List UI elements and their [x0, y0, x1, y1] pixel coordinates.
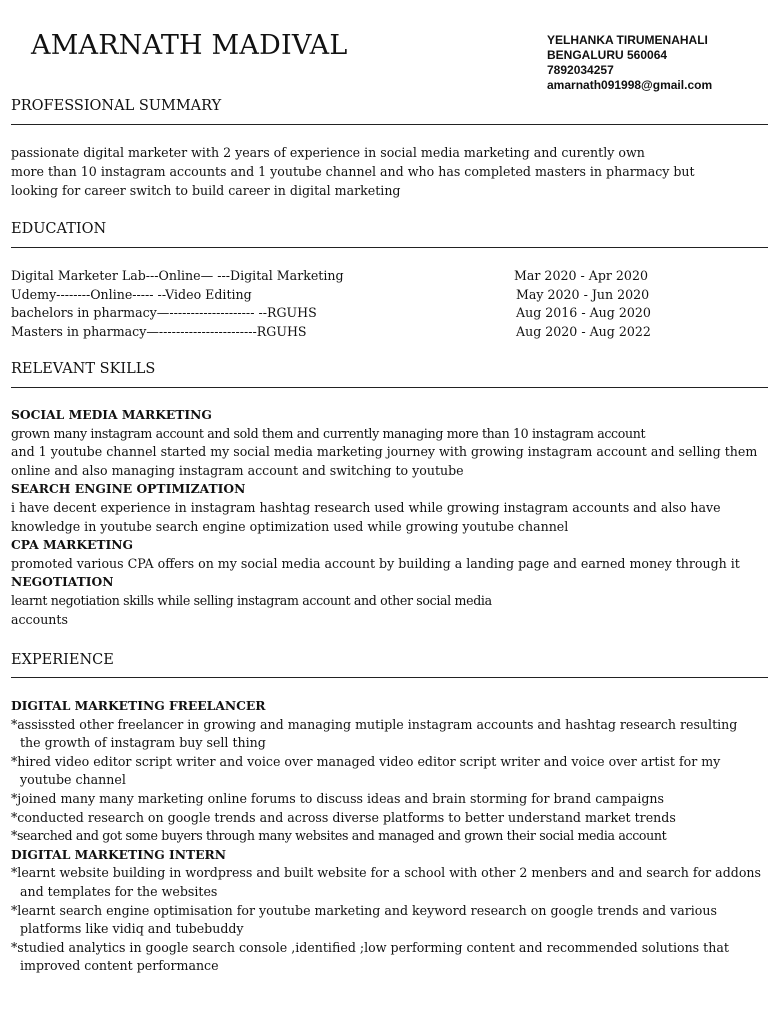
bullet-line: *searched and got some buyers through many websites and managed and grown their social media account	[11, 828, 667, 844]
skill-title: NEGOTIATION	[11, 574, 114, 590]
role-title: DIGITAL MARKETING FREELANCER	[11, 698, 266, 713]
education-course: Udemy--------Online----- --Video Editing	[11, 286, 252, 302]
education-date: Mar 2020 - Apr 2020	[514, 268, 648, 283]
skills-heading: RELEVANT SKILLS	[11, 361, 156, 377]
skill-line: i have decent experience in instagram hashtag research used while growing instagram accounts and also have	[11, 499, 721, 515]
experience-bullet	[11, 864, 761, 901]
skill-line: grown many instagram account and sold them and currently managing more than 10 instagram account	[11, 425, 646, 441]
summary-line: passionate digital marketer with 2 years of experience in social media marketing and curently own	[11, 145, 645, 160]
skill-title: SOCIAL MEDIA MARKETING	[11, 407, 212, 422]
education-heading: EDUCATION	[11, 221, 107, 237]
summary-line: looking for career switch to build career in digital marketing	[11, 183, 401, 198]
role-title: DIGITAL MARKETING INTERN	[11, 846, 226, 862]
education-course: bachelors in pharmacy—-------------------- --RGUHS	[11, 305, 317, 321]
skills-divider	[11, 387, 768, 388]
contact-city: BENGALURU 560064	[547, 48, 668, 62]
candidate-name: AMARNATH MADIVAL	[31, 30, 348, 61]
education-dates	[514, 267, 651, 342]
bullet-line: *learnt website building in wordpress and built website for a school with other 2 menbers and and search for addons	[11, 865, 761, 881]
skill-line: online and also managing instagram account and switching to youtube	[11, 462, 464, 478]
experience-divider	[11, 677, 768, 678]
bullet-line: improved content performance	[20, 958, 219, 974]
bullet-line: *assissted other freelancer in growing and managing mutiple instagram accounts and hashtag research resulting	[11, 716, 738, 732]
bullet-line: youtube channel	[20, 772, 126, 788]
education-course: Masters in pharmacy—-----------------------RGUHS	[11, 324, 307, 340]
experience-heading: EXPERIENCE	[11, 652, 114, 668]
skill-line: and 1 youtube channel started my social media marketing journey with growing instagram account and selling them	[11, 444, 758, 460]
contact-address: YELHANKA TIRUMENAHALI	[547, 33, 708, 47]
experience-bullet	[11, 809, 761, 828]
education-date: Aug 2020 - Aug 2022	[516, 324, 651, 340]
experience-list	[11, 697, 761, 976]
contact-block	[547, 33, 712, 93]
education-divider	[11, 247, 768, 248]
skill-line: accounts	[11, 611, 68, 627]
experience-bullet	[11, 939, 761, 976]
experience-bullet	[11, 753, 761, 790]
bullet-line: *hired video editor script writer and voice over managed video editor script writer and voice over artist for my	[11, 753, 721, 769]
bullet-line: platforms like vidiq and tubebuddy	[20, 921, 244, 937]
experience-bullet	[11, 716, 761, 753]
education-date: Aug 2016 - Aug 2020	[516, 305, 651, 321]
experience-bullet	[11, 790, 761, 809]
contact-phone: 7892034257	[547, 63, 614, 77]
skill-line: learnt negotiation skills while selling instagram account and other social media	[11, 592, 492, 608]
contact-email: amarnath091998@gmail.com	[547, 78, 713, 92]
skill-line: knowledge in youtube search engine optimization used while growing youtube channel	[11, 518, 569, 534]
summary-heading: PROFESSIONAL SUMMARY	[11, 98, 222, 114]
experience-bullet	[11, 827, 761, 846]
skill-title: SEARCH ENGINE OPTIMIZATION	[11, 481, 246, 497]
bullet-line: *conducted research on google trends and across diverse platforms to better understand market trends	[11, 809, 676, 825]
skill-line: promoted various CPA offers on my social media account by building a landing page and earned money through it	[11, 555, 740, 571]
experience-bullet	[11, 902, 761, 939]
skills-list	[11, 406, 757, 629]
summary-divider	[11, 124, 768, 125]
skill-title: CPA MARKETING	[11, 537, 134, 553]
education-course: Digital Marketer Lab---Online— ---Digital Marketing	[11, 268, 344, 283]
education-date: May 2020 - Jun 2020	[516, 286, 650, 302]
bullet-line: *studied analytics in google search console ,identified ;low performing content and recommended solutions that	[11, 939, 729, 955]
summary-line: more than 10 instagram accounts and 1 youtube channel and who has completed masters in pharmacy but	[11, 164, 695, 179]
bullet-line: the growth of instagram buy sell thing	[20, 735, 266, 751]
bullet-line: *joined many many marketing online forums to discuss ideas and brain storming for brand campaigns	[11, 790, 664, 806]
bullet-line: *learnt search engine optimisation for youtube marketing and keyword research on google trends and various	[11, 902, 717, 918]
bullet-line: and templates for the websites	[20, 883, 218, 899]
summary-text	[11, 143, 695, 200]
education-courses	[11, 267, 344, 342]
